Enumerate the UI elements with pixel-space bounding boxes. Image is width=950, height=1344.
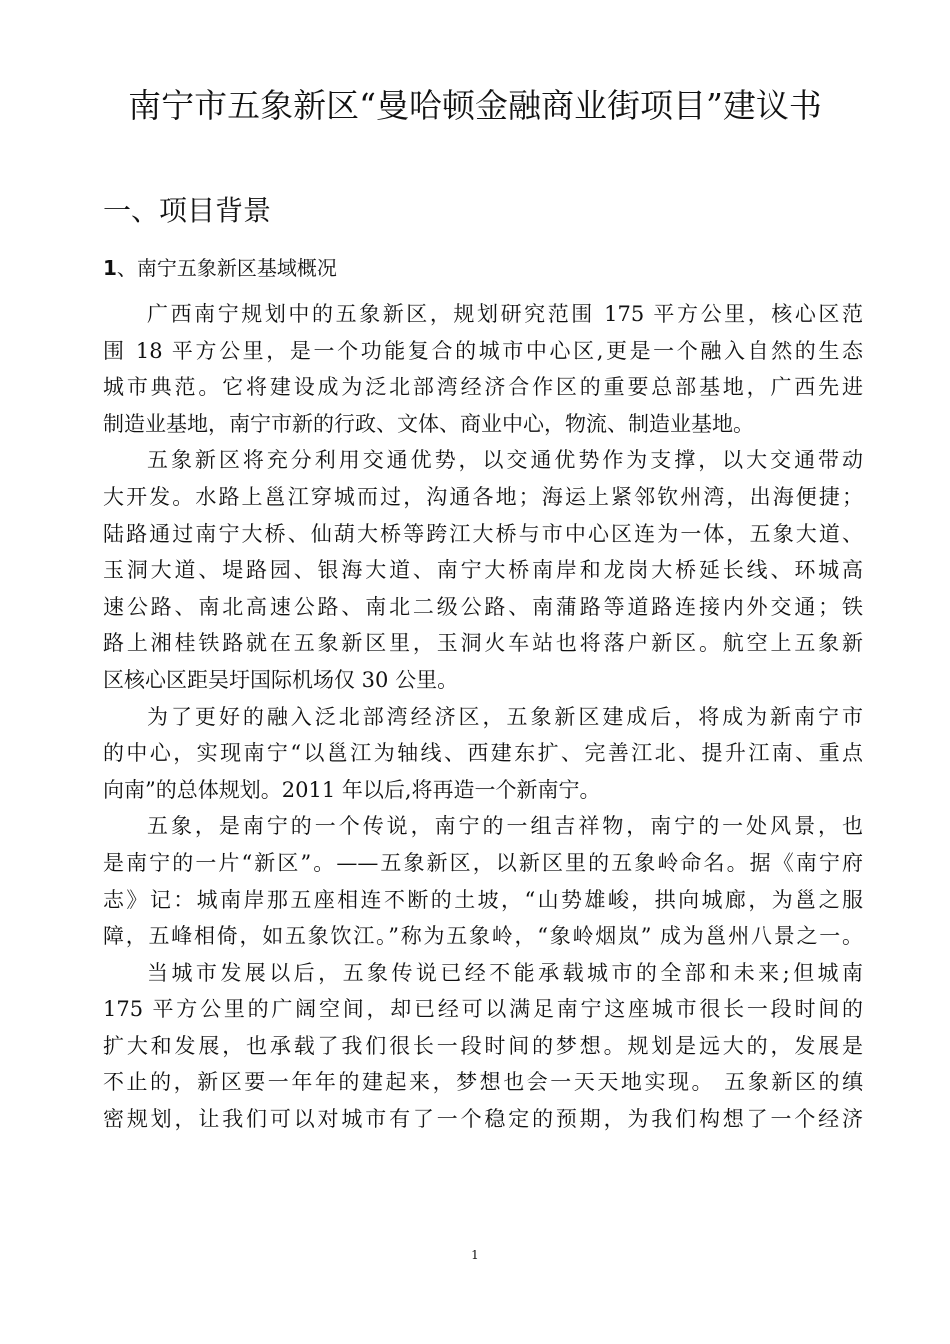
paragraph-line: 区核心区距吴圩国际机场仅 30 公里。 <box>103 667 459 692</box>
paragraph-line: 广西南宁规划中的五象新区，规划研究范围 175 平方公里，核心区范 <box>147 302 863 326</box>
paragraph-line: 五象，是南宁的一个传说，南宁的一组吉祥物，南宁的一处风景，也 <box>147 814 863 839</box>
paragraph-line: 陆路通过南宁大桥、仙葫大桥等跨江大桥与市中心区连为一体，五象大道、 <box>103 521 863 546</box>
paragraph-line: 城市典范。它将建设成为泛北部湾经济合作区的重要总部基地，广西先进 <box>103 375 863 400</box>
paragraph-line: 障，五峰相倚，如五象饮江。”称为五象岭，“象岭烟岚” 成为邕州八景之一。 <box>103 924 863 949</box>
paragraph-line: 的中心，实现南宁“以邕江为轴线、西建东扩、完善江北、提升江南、重点 <box>103 741 863 766</box>
paragraph-line: 当城市发展以后，五象传说已经不能承载城市的全部和未来;但城南 <box>147 960 863 985</box>
paragraph-line: 是南宁的一片“新区”。——五象新区，以新区里的五象岭命名。据《南宁府 <box>103 850 863 875</box>
sub-heading <box>103 252 337 284</box>
paragraph-line: 大开发。水路上邕江穿城而过，沟通各地；海运上紧邻钦州湾，出海便捷； <box>103 484 863 509</box>
paragraph-line: 密规划，让我们可以对城市有了一个稳定的预期，为我们构想了一个经济 <box>103 1107 863 1132</box>
paragraph-line: 扩大和发展，也承载了我们很长一段时间的梦想。规划是远大的，发展是 <box>103 1033 863 1058</box>
paragraph-line: 路上湘桂铁路就在五象新区里，玉洞火车站也将落户新区。航空上五象新 <box>103 631 863 656</box>
body-text <box>103 296 863 1138</box>
paragraph-line: 速公路、南北高速公路、南北二级公路、南蒲路等道路连接内外交通；铁 <box>103 594 863 619</box>
section-heading: 一、项目背景 <box>103 194 272 227</box>
paragraph-line: 向南”的总体规划。2011 年以后,将再造一个新南宁。 <box>103 777 601 802</box>
page-number: 1 <box>471 1248 479 1262</box>
sub-heading-text: 、南宁五象新区基域概况 <box>116 256 337 280</box>
sub-heading-number: 1 <box>103 256 117 280</box>
paragraph-line: 志》记：城南岸那五座相连不断的土坡，“山势雄峻，拱向城廊，为邕之服 <box>103 887 863 912</box>
paragraph-line: 不止的，新区要一年年的建起来，梦想也会一天天地实现。 五象新区的缜 <box>103 1070 863 1095</box>
paragraph-line: 玉洞大道、堤路园、银海大道、南宁大桥南岸和龙岗大桥延长线、环城高 <box>103 558 863 583</box>
paragraph-line: 五象新区将充分利用交通优势，以交通优势作为支撑，以大交通带动 <box>147 448 863 473</box>
paragraph-line: 175 平方公里的广阔空间，却已经可以满足南宁这座城市很长一段时间的 <box>103 997 863 1022</box>
document-title: 南宁市五象新区“曼哈顿金融商业街项目”建议书 <box>128 86 822 125</box>
paragraph-line: 围 18 平方公里，是一个功能复合的城市中心区,更是一个融入自然的生态 <box>103 338 863 363</box>
paragraph-line: 制造业基地，南宁市新的行政、文体、商业中心，物流、制造业基地。 <box>103 411 754 436</box>
paragraph-line: 为了更好的融入泛北部湾经济区，五象新区建成后，将成为新南宁市 <box>147 704 863 729</box>
